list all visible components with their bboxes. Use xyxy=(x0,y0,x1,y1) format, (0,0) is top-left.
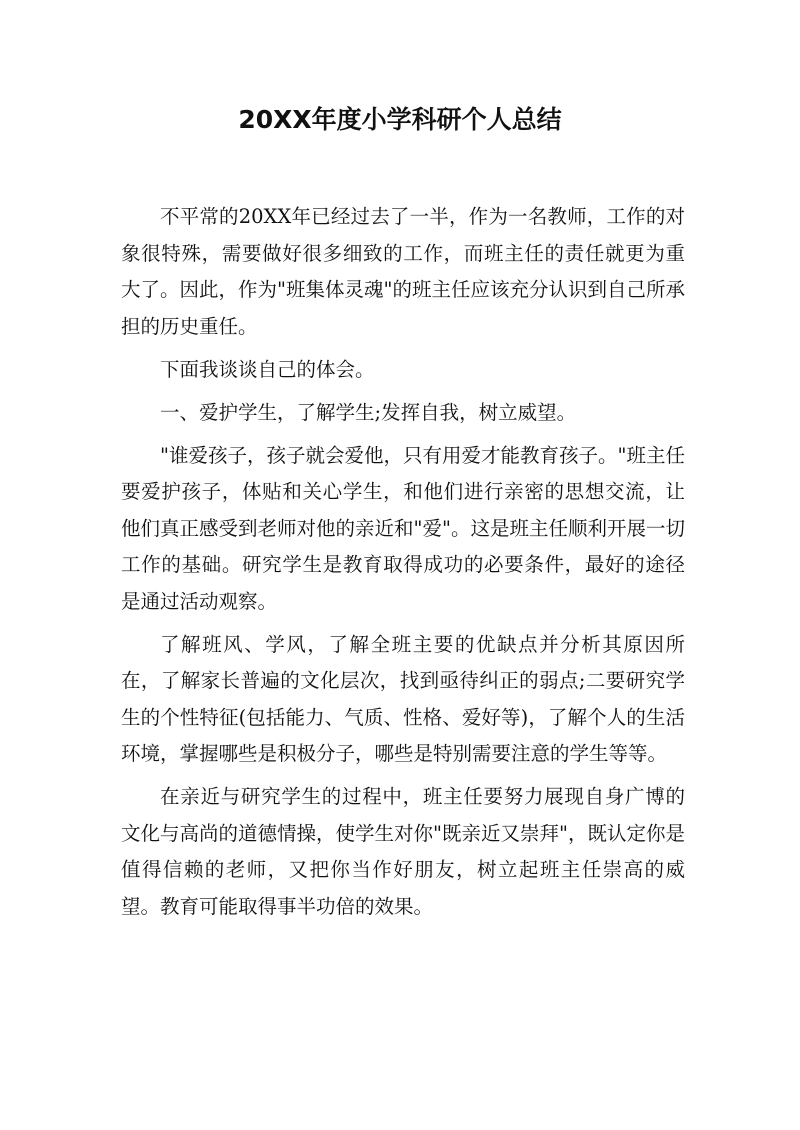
paragraph: 了解班风、学风，了解全班主要的优缺点并分析其原因所在，了解家长普遍的文化层次，找到亟待纠正的弱点;二要研究学生的个性特征(包括能力、气质、性格、爱好等)，了解个人的生活环境，掌握哪些是积极分子，哪些是特别需要注意的学生等等。 xyxy=(121,632,685,765)
paragraph: 下面我谈谈自己的体会。 xyxy=(160,357,375,381)
section-heading: 一、爱护学生，了解学生;发挥自我，树立威望。 xyxy=(160,400,577,424)
document-title: 20XX年度小学科研个人总结 xyxy=(238,105,562,134)
paragraph: 在亲近与研究学生的过程中，班主任要努力展现自身广博的文化与高尚的道德情操，使学生对你"既亲近又崇拜"，既认定你是值得信赖的老师，又把你当作好朋友，树立起班主任崇高的威望。教育可能取得事半功倍的效果。 xyxy=(121,785,685,918)
paragraph: "谁爱孩子，孩子就会爱他，只有用爱才能教育孩子。"班主任要爱护孩子，体贴和关心学生，和他们进行亲密的思想交流，让他们真正感受到老师对他的亲近和"爱"。这是班主任顺利开展一切工作的基础。研究学生是教育取得成功的必要条件，最好的途径是通过活动观察。 xyxy=(121,443,685,613)
paragraph: 不平常的20XX年已经过去了一半，作为一名教师，工作的对象很特殊，需要做好很多细致的工作，而班主任的责任就更为重大了。因此，作为"班集体灵魂"的班主任应该充分认识到自己所承担的历史重任。 xyxy=(121,205,685,338)
document-body xyxy=(121,199,685,932)
